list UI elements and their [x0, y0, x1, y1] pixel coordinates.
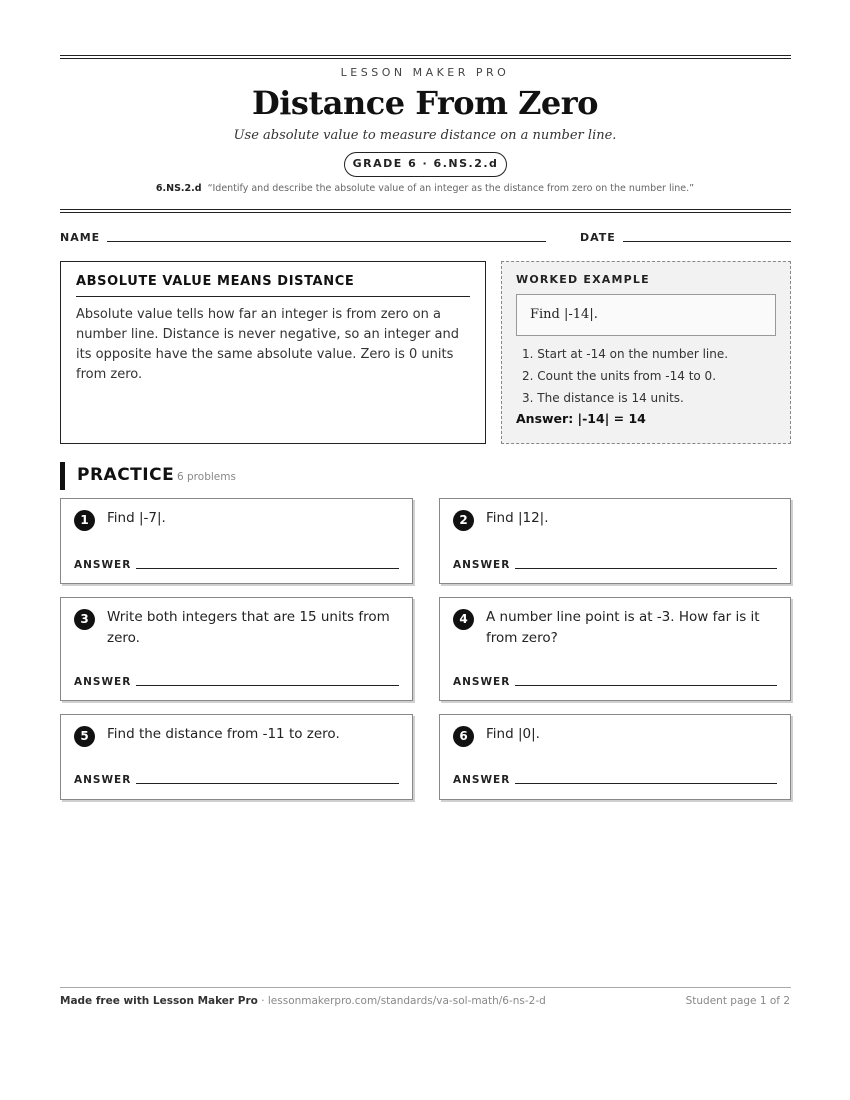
problem-card — [439, 714, 791, 800]
problem-number: 5 — [74, 726, 95, 747]
answer-label: ANSWER — [453, 559, 511, 571]
problem-text: Write both integers that are 15 units from zero. — [107, 609, 390, 646]
footer-credit — [60, 995, 546, 1007]
date-field[interactable] — [623, 241, 791, 242]
footer-url[interactable]: · lessonmakerpro.com/standards/va-sol-math/6-ns-2-d — [257, 995, 546, 1007]
concept-heading: ABSOLUTE VALUE MEANS DISTANCE — [76, 274, 470, 297]
problem-card — [60, 597, 413, 701]
name-field[interactable] — [107, 241, 546, 242]
problem-number: 3 — [74, 609, 95, 630]
answer-label: ANSWER — [74, 676, 132, 688]
answer-label: ANSWER — [453, 676, 511, 688]
standard-text: “Identify and describe the absolute value of an integer as the distance from zero on the number line.” — [207, 183, 695, 194]
worked-example-box — [501, 261, 791, 444]
example-step: 3. The distance is 14 units. — [522, 391, 684, 405]
problem-number: 1 — [74, 510, 95, 531]
problem-card — [60, 714, 413, 800]
name-label: NAME — [60, 231, 101, 244]
example-step: 1. Start at -14 on the number line. — [522, 347, 729, 361]
problem-number: 6 — [453, 726, 474, 747]
footer-made-with: Made free with Lesson Maker Pro — [60, 995, 258, 1007]
example-steps — [516, 343, 776, 409]
example-question: Find |-14|. — [516, 294, 776, 336]
brand-name: LESSON MAKER PRO — [340, 66, 510, 79]
problem-text: Find |0|. — [486, 726, 540, 742]
problem-text: Find |12|. — [486, 510, 549, 526]
problem-text: Find the distance from -11 to zero. — [107, 726, 340, 742]
problem-text: A number line point is at -3. How far is it from zero? — [486, 609, 760, 646]
practice-count: 6 problems — [177, 471, 236, 483]
concept-box — [60, 261, 486, 444]
grade-badge: GRADE 6 · 6.NS.2.d — [344, 152, 507, 177]
problem-number: 4 — [453, 609, 474, 630]
page-subtitle: Use absolute value to measure distance on a number line. — [233, 128, 617, 143]
answer-field[interactable] — [515, 783, 777, 784]
example-step: 2. Count the units from -14 to 0. — [522, 369, 717, 383]
page-title: Distance From Zero — [252, 84, 598, 122]
problem-card — [439, 597, 791, 701]
footer-rule — [60, 987, 791, 988]
problem-card — [439, 498, 791, 584]
problem-text: Find |-7|. — [107, 510, 166, 526]
example-answer: Answer: |-14| = 14 — [516, 411, 646, 426]
standard-code: 6.NS.2.d — [155, 183, 202, 194]
standard-line — [0, 183, 850, 194]
practice-title: PRACTICE — [77, 465, 175, 485]
footer-page-number: Student page 1 of 2 — [685, 995, 790, 1007]
header-top-rule — [60, 55, 791, 59]
date-label: DATE — [580, 231, 616, 244]
answer-label: ANSWER — [74, 559, 132, 571]
answer-field[interactable] — [515, 685, 777, 686]
problem-number: 2 — [453, 510, 474, 531]
header-bottom-rule — [60, 209, 791, 213]
answer-label: ANSWER — [453, 774, 511, 786]
concept-body: Absolute value tells how far an integer is from zero on a number line. Distance is never negative, so an integer and its opposite have the same absolute value. Zero is 0 units from zero. — [76, 307, 459, 382]
answer-field[interactable] — [136, 685, 399, 686]
problem-card — [60, 498, 413, 584]
practice-accent-bar — [60, 462, 65, 490]
answer-field[interactable] — [136, 568, 399, 569]
answer-label: ANSWER — [74, 774, 132, 786]
example-heading: WORKED EXAMPLE — [516, 273, 650, 286]
answer-field[interactable] — [136, 783, 399, 784]
answer-field[interactable] — [515, 568, 777, 569]
